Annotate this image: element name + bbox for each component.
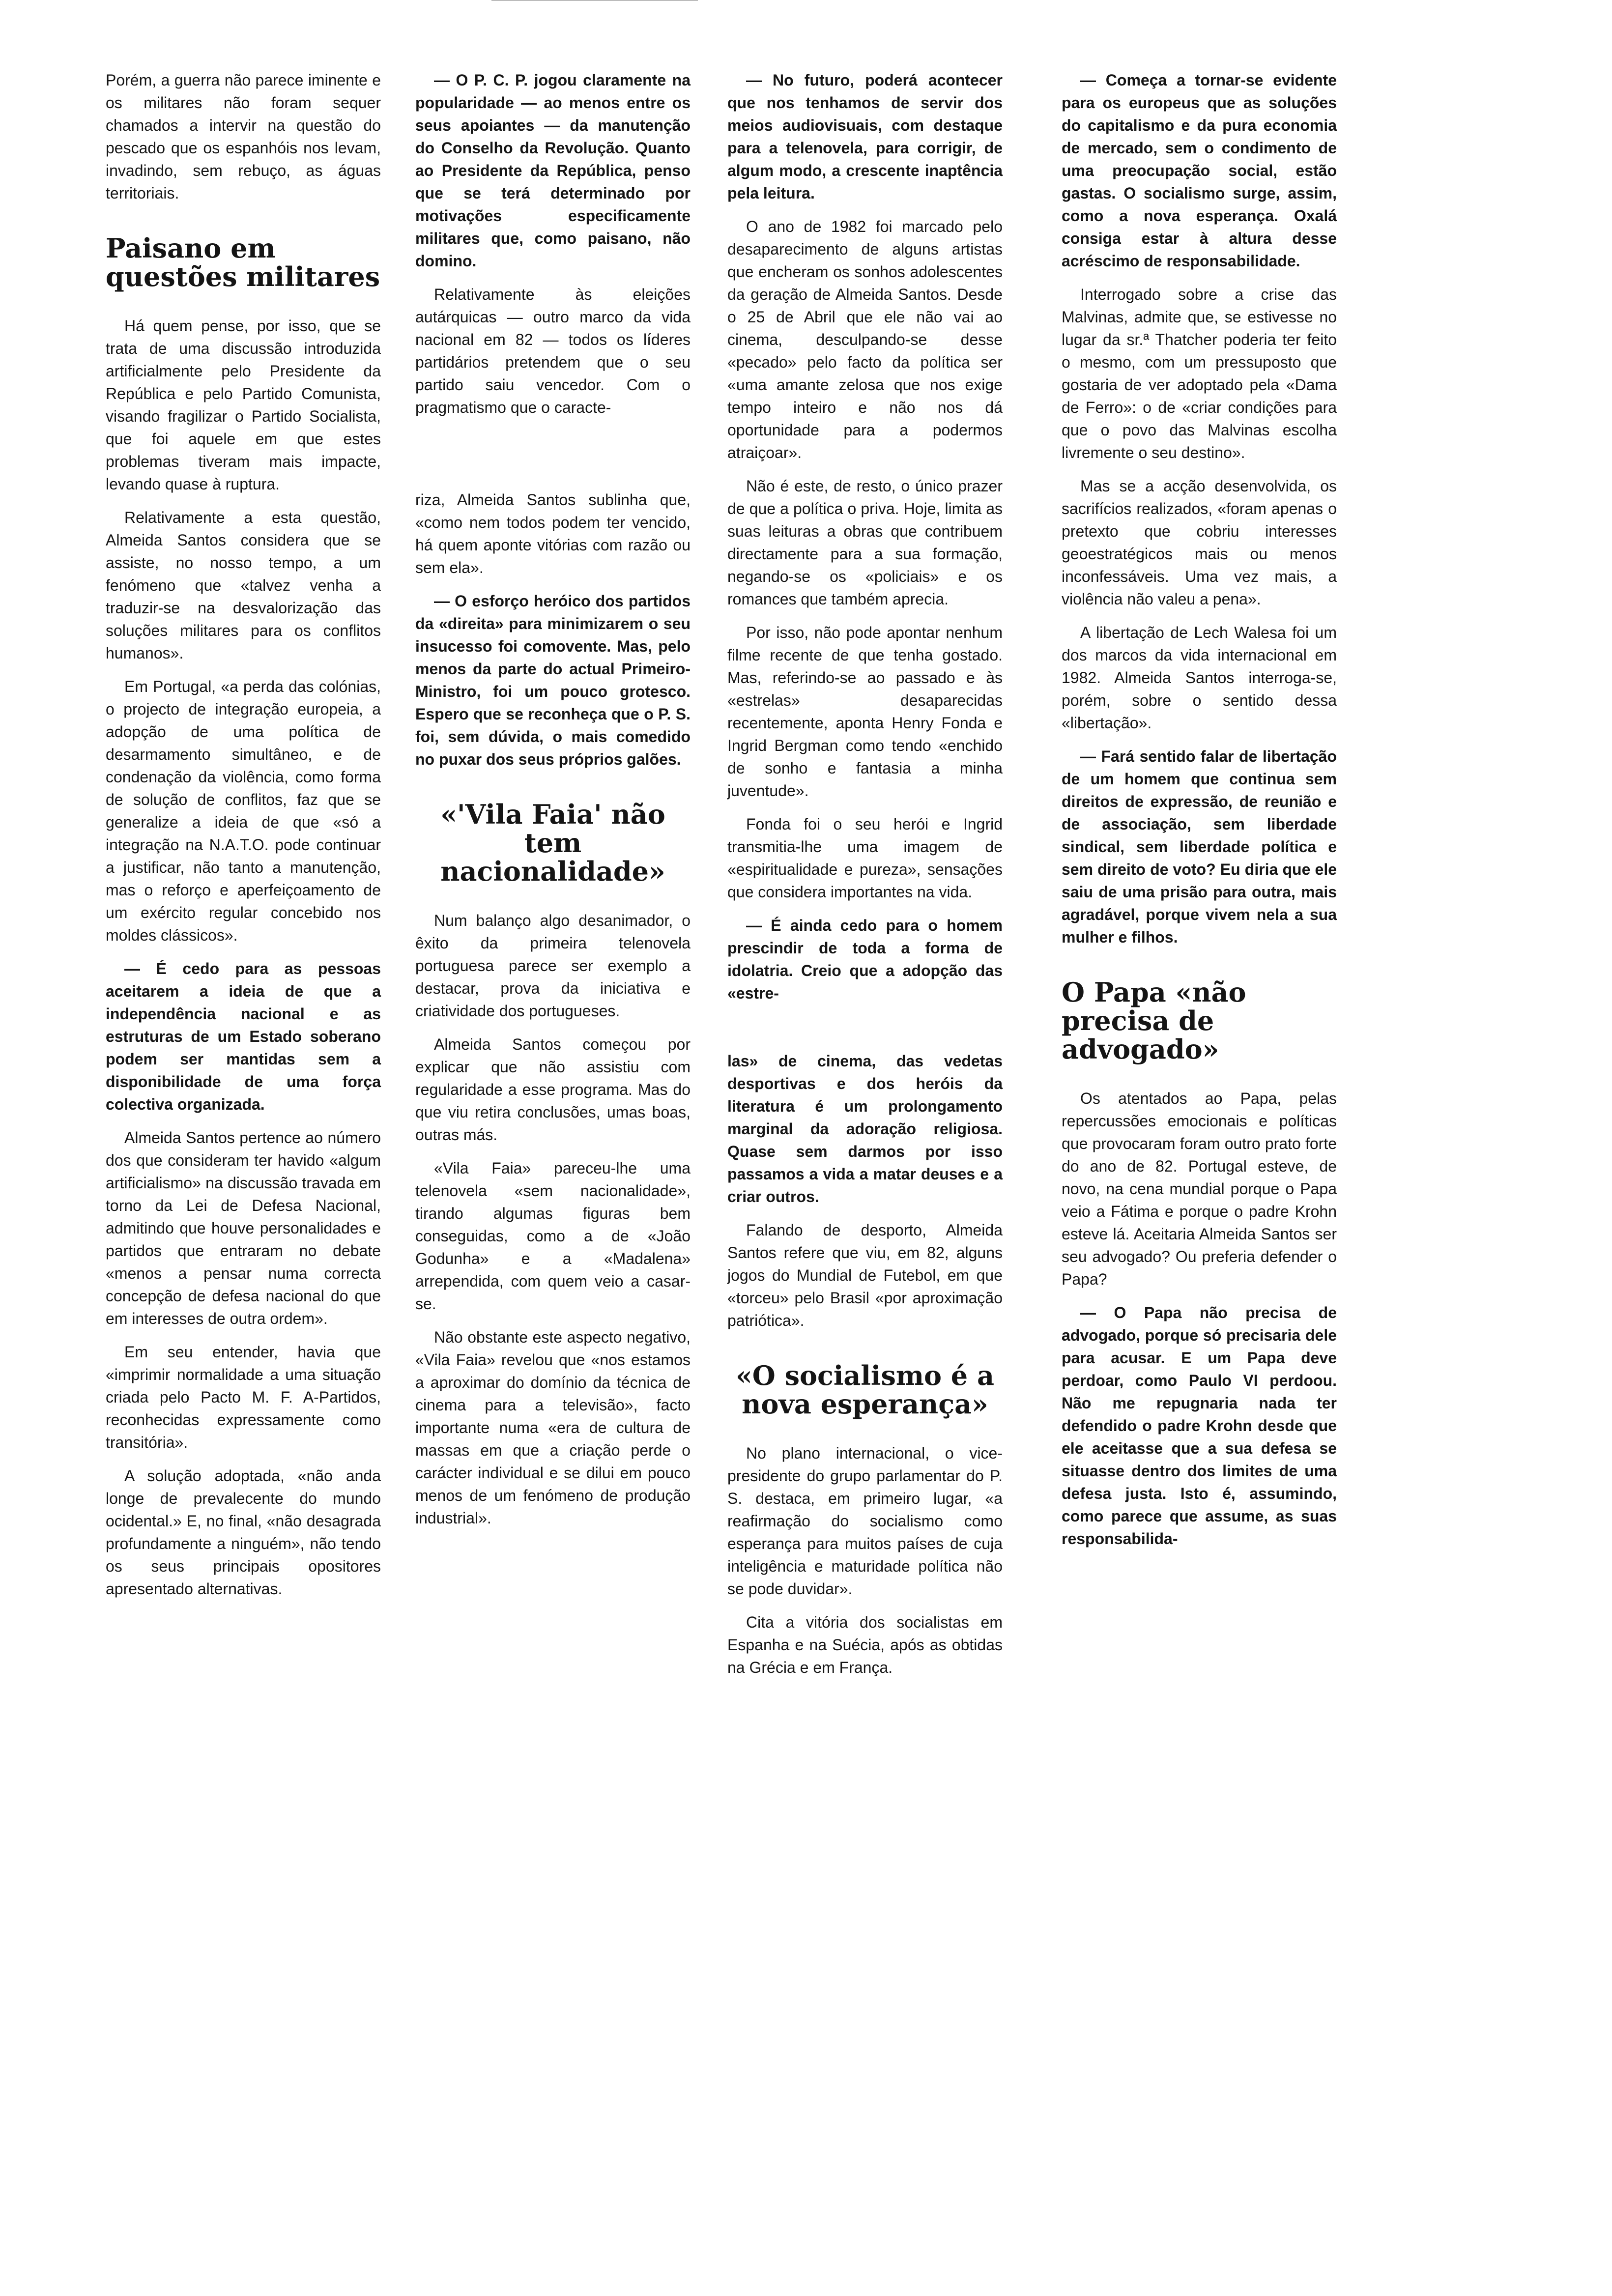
paragraph: Em Portugal, «a perda das colónias, o projecto de integração europeia, a adopção de uma política de desarmamento simultâneo, e de condenação da violência, como forma de solução de conflitos, faz que se generalize a ideia de que «só a integração na N.A.T.O. pode continuar a justificar, não tanto a manutenção, mas o reforço e aperfeiçoamento de um exército regular concebido nos moldes clássicos».: [106, 678, 381, 944]
paragraph: Relativamente às eleições autárquicas — outro marco da vida nacional em 82 — todos os líderes partidários pretendem que o seu partido saiu vencedor. Com o pragmatismo que o caracte-: [415, 286, 691, 416]
paragraph: No plano internacional, o vice-presidente do grupo parlamentar do P. S. destaca, em primeiro lugar, «a reafirmação do socialismo como esperança para muitos países de cuja inteligência e maturidade política não se pode duvidar».: [727, 1444, 1003, 1598]
page-top-edge: [491, 0, 698, 1]
quote-paragraph: — O esforço heróico dos partidos da «direita» para minimizarem o seu insucesso foi comovente. Mas, pelo menos da parte do actual Primeiro-Ministro, foi um pouco grotesco. Espero que se reconheça que o P. S. foi, sem dúvida, o mais comedido no puxar dos seus próprios galões.: [415, 592, 691, 768]
section-heading-vila-faia: «'Vila Faia' não tem nacionalidade»: [440, 799, 665, 887]
quote-paragraph: — O Papa não precisa de advogado, porque só precisaria dele para acusar. E um Papa deve perdoar, como Paulo VI perdoou. Não me repugnaria nada ter defendido o padre Krohn desde que ele aceitasse que a sua defesa se situasse dentro dos limites de uma defesa justa. Isto é, assumindo, como parece que assume, as suas responsabilida-: [1062, 1304, 1337, 1548]
paragraph: Num balanço algo desanimador, o êxito da primeira telenovela portuguesa parece ser exemplo a destacar, prova da iniciativa e criatividade dos portugueses.: [415, 912, 691, 1020]
paragraph: A solução adoptada, «não anda longe de prevalecente do mundo ocidental.» E, no final, «não desagrada profundamente a ninguém», não tendo os seus principais opositores apresentado alternativas.: [106, 1467, 381, 1598]
paragraph: Falando de desporto, Almeida Santos refere que viu, em 82, alguns jogos do Mundial de Futebol, em que «torceu» pelo Brasil «por aproximação patriótica».: [727, 1221, 1003, 1329]
paragraph: Mas se a acção desenvolvida, os sacrifícios realizados, «foram apenas o pretexto que cobriu interesses geoestratégicos mais ou menos inconfessáveis. Uma vez mais, a violência não valeu a pena».: [1062, 477, 1337, 608]
paragraph: Por isso, não pode apontar nenhum filme recente de que tenha gostado. Mas, referindo-se ao passado e às «estrelas» desaparecidas recentemente, aponta Henry Fonda e Ingrid Bergman como tendo «enchido de sonho e fantasia a minha juventude».: [727, 624, 1003, 800]
paragraph: Os atentados ao Papa, pelas repercussões emocionais e políticas que provocaram foram outro prato forte do ano de 82. Portugal esteve, de novo, na cena mundial porque o Papa veio a Fátima e porque o padre Krohn esteve lá. Aceitaria Almeida Santos ser seu advogado? Ou preferia defender o Papa?: [1062, 1090, 1337, 1288]
article-column-4: [1062, 69, 1337, 1561]
quote-paragraph: — Começa a tornar-se evidente para os europeus que as soluções do capitalismo e da pura economia de mercado, sem o condimento de uma preocupação social, estão gastas. O socialismo surge, assim, como a nova esperança. Oxalá consiga estar à altura desse acréscimo de responsabilidade.: [1062, 71, 1337, 270]
paragraph: O ano de 1982 foi marcado pelo desaparecimento de alguns artistas que encheram os sonhos adolescentes da geração de Almeida Santos. Desde o 25 de Abril que ele não vai ao cinema, desculpando-se desse «pecado» pelo facto da política ser «uma amante zelosa que nos exige tempo inteiro e não nos dá oportunidade para a podermos atraiçoar».: [727, 218, 1003, 461]
quote-paragraph: — O P. C. P. jogou claramente na popularidade — ao menos entre os seus apoiantes — da manutenção do Conselho da Revolução. Quanto ao Presidente da República, penso que se terá determinado por motivações especificamente militares que, como paisano, não domino.: [415, 71, 691, 270]
article-column-3: [727, 69, 1003, 1690]
column-gap: [415, 430, 691, 488]
paragraph: Cita a vitória dos socialistas em Espanha e na Suécia, após as obtidas na Grécia e em França.: [727, 1613, 1003, 1676]
paragraph: Relativamente a esta questão, Almeida Santos considera que se assiste, no nosso tempo, a um fenómeno que «talvez venha a traduzir-se na desvalorização das soluções militares para os conflitos humanos».: [106, 509, 381, 662]
section-heading-paisano: Paisano em questões militares: [106, 232, 380, 292]
paragraph: Em seu entender, havia que «imprimir normalidade a uma situação criada pelo Pacto M. F. A-Partidos, reconhecidas expressamente como transitória».: [106, 1343, 381, 1451]
article-column-2: [415, 69, 691, 1540]
paragraph: A libertação de Lech Walesa foi um dos marcos da vida internacional em 1982. Almeida Santos interroga-se, porém, sobre o sentido dessa «libertação».: [1062, 624, 1337, 732]
quote-paragraph: — É ainda cedo para o homem prescindir de toda a forma de idolatria. Creio que a adopção das «estre-: [727, 917, 1003, 1002]
intro-paragraph: Porém, a guerra não parece iminente e os militares não foram sequer chamados a intervir na questão do pescado que os espanhóis nos levam, invadindo, sem rebuço, as águas territoriais.: [106, 71, 381, 202]
quote-paragraph: las» de cinema, das vedetas desportivas e dos heróis da literatura é um prolongamento marginal da adoração religiosa. Quase sem darmos por isso passamos a vida a matar deuses e a criar outros.: [727, 1052, 1003, 1205]
section-heading-socialismo: «O socialismo é a nova esperança»: [736, 1360, 994, 1420]
paragraph: Não obstante este aspecto negativo, «Vila Faia» revelou que «nos estamos a aproximar do domínio da técnica de cinema para a televisão», facto importante numa «era de cultura de massas em que a criação perde o carácter individual e se dilui em pouco menos de um fenómeno de produção industrial».: [415, 1328, 691, 1527]
section-heading-papa: O Papa «não precisa de advogado»: [1062, 976, 1246, 1065]
quote-paragraph: — É cedo para as pessoas aceitarem a ideia de que a independência nacional e as estruturas de um Estado soberano podem ser mantidas sem a disponibilidade de uma força colectiva organizada.: [106, 960, 381, 1113]
quote-paragraph: — Fará sentido falar de libertação de um homem que continua sem direitos de expressão, de reunião e de associação, sem liberdade sindical, sem liberdade política e sem direito de voto? Eu diria que ele saiu de uma prisão para outra, mais agradável, porque vivem nela a sua mulher e filhos.: [1062, 747, 1337, 946]
article-column-1: [106, 69, 381, 1611]
paragraph: Não é este, de resto, o único prazer de que a política o priva. Hoje, limita as suas leituras a obras que contribuem directamente para a sua formação, negando-se os «policiais» e os romances que também aprecia.: [727, 477, 1003, 608]
paragraph: «Vila Faia» pareceu-lhe uma telenovela «sem nacionalidade», tirando algumas figuras bem conseguidas, como a de «João Godunha» e a «Madalena» arrependida, com quem veio a casar-se.: [415, 1159, 691, 1313]
paragraph: Almeida Santos começou por explicar que não assistiu com regularidade a esse programa. Mas do que viu retira conclusões, umas boas, outras más.: [415, 1035, 691, 1144]
paragraph: Há quem pense, por isso, que se trata de uma discussão introduzida artificialmente pelo Presidente da República e pelo Partido Comunista, visando fragilizar o Partido Socialista, que foi aquele em que estes problemas tiveram mais impacte, levando quase à ruptura.: [106, 317, 381, 493]
quote-paragraph: — No futuro, poderá acontecer que nos tenhamos de servir dos meios audiovisuais, com destaque para a telenovela, para corrigir, de algum modo, a crescente inaptência pela leitura.: [727, 71, 1003, 202]
column-gap: [727, 1015, 1003, 1050]
paragraph: Almeida Santos pertence ao número dos que consideram ter havido «algum artificialismo» na discussão travada em torno da Lei de Defesa Nacional, admitindo que houve personalidades e partidos que entraram no debate «menos a pensar numa correcta concepção de defesa nacional do que em interesses de outra ordem».: [106, 1129, 381, 1327]
paragraph: Interrogado sobre a crise das Malvinas, admite que, se estivesse no lugar da sr.ª Thatcher poderia ter feito o mesmo, com um pressuposto que gostaria de ver adoptado pela «Dama de Ferro»: o de «criar condições para que o povo das Malvinas escolha livremente o seu destino».: [1062, 286, 1337, 461]
paragraph: riza, Almeida Santos sublinha que, «como nem todos podem ter vencido, há quem aponte vitórias com razão ou sem ela».: [415, 491, 691, 576]
paragraph: Fonda foi o seu herói e Ingrid transmitia-lhe uma imagem de «espiritualidade e pureza», sensações que considera importantes na vida.: [727, 815, 1003, 901]
